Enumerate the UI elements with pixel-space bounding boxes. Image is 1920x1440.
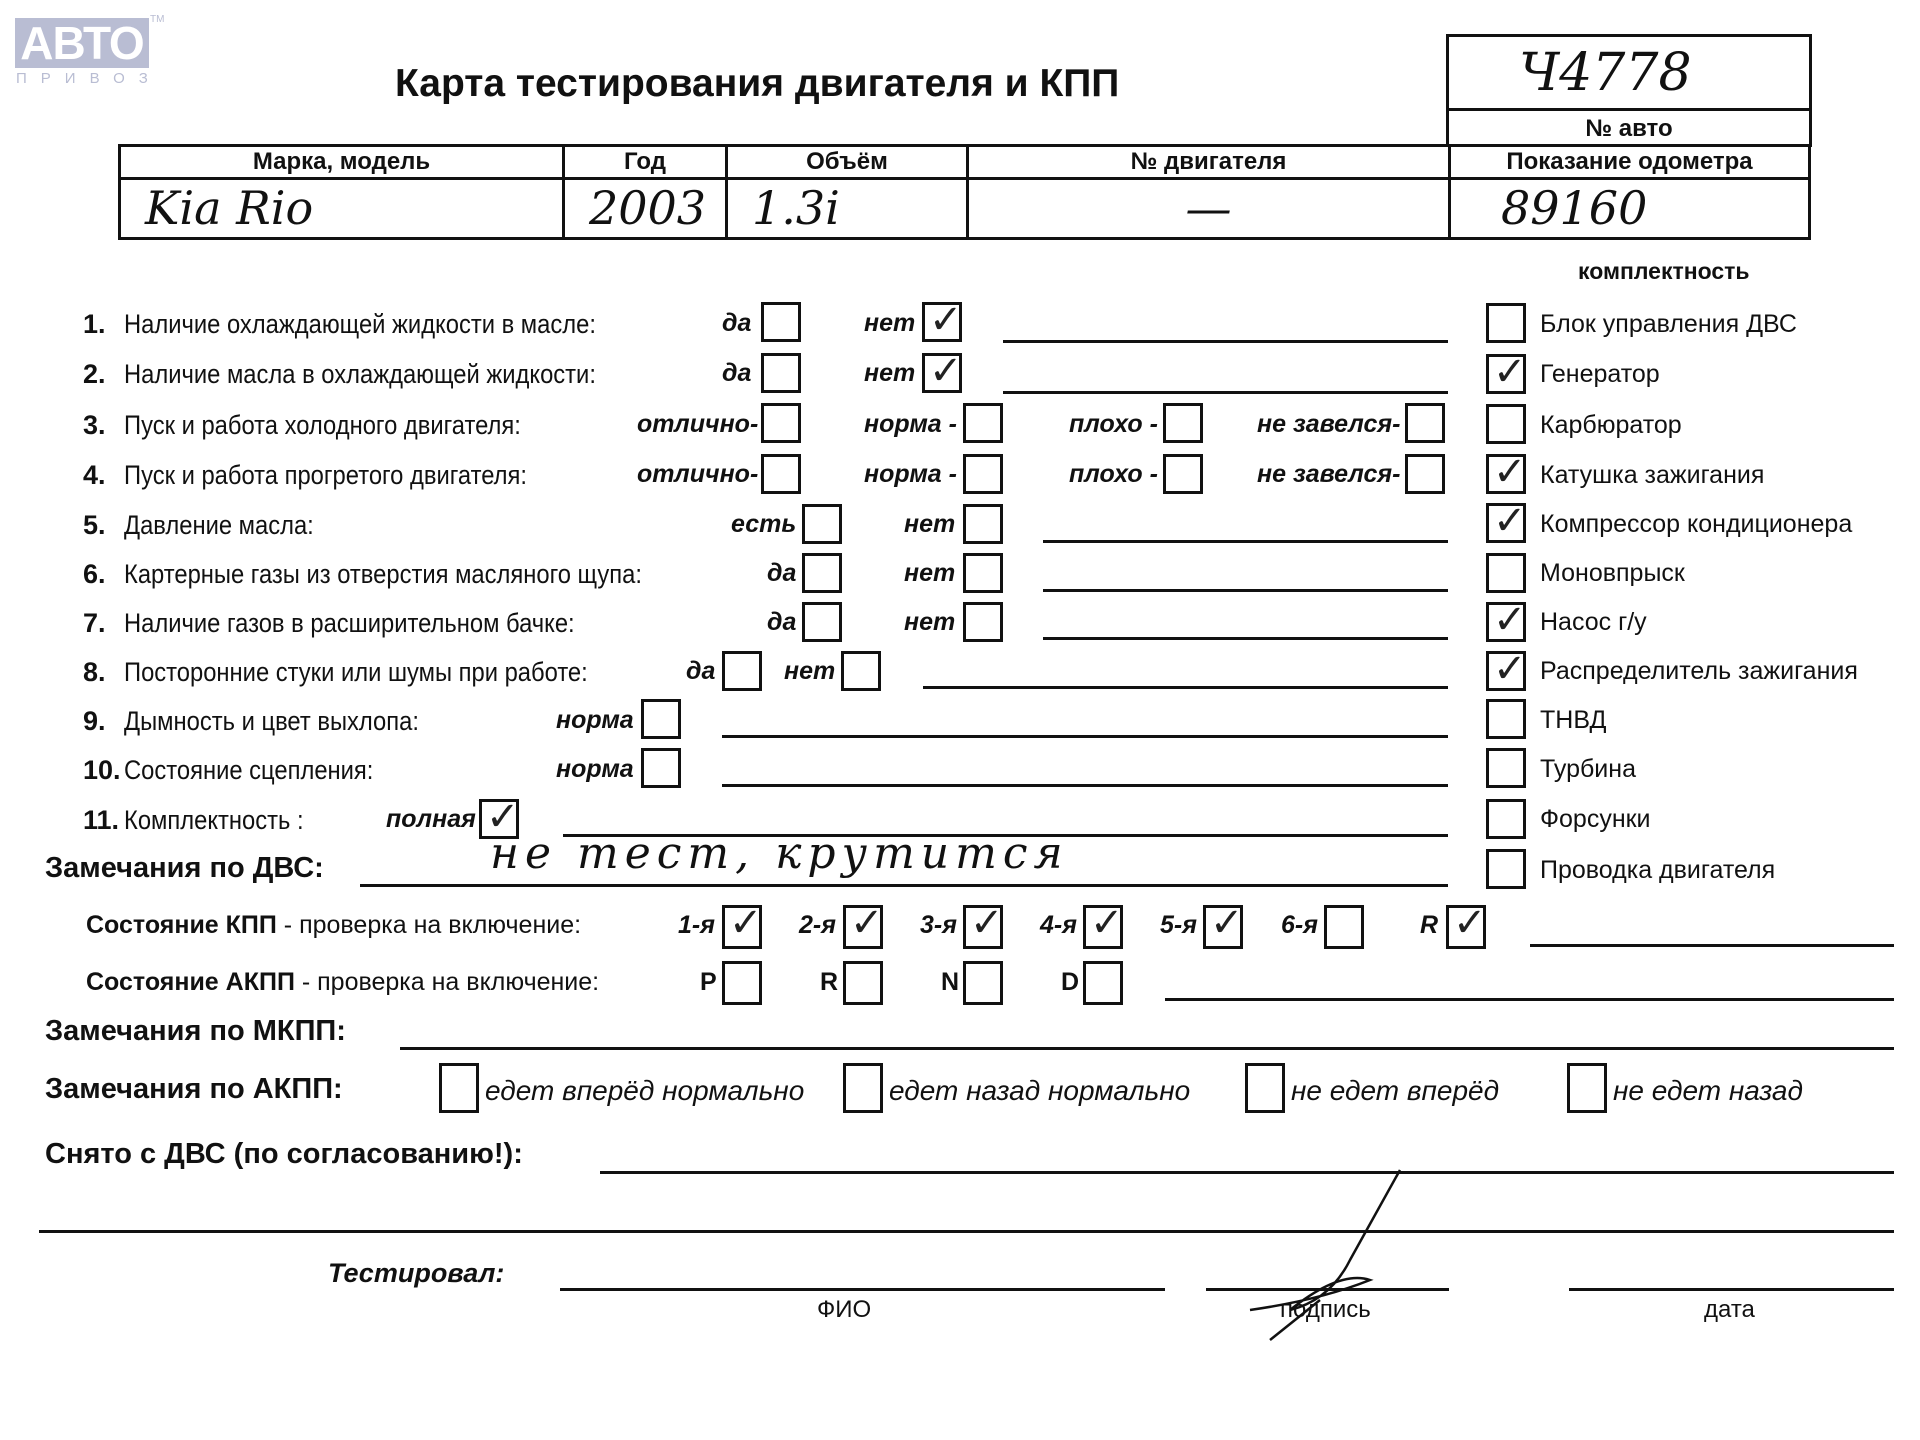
checkbox-expansion-tank-gases-no[interactable] [963, 602, 1003, 642]
option-label-no: нет [904, 510, 956, 538]
checkbox-no-reverse[interactable] [1567, 1063, 1607, 1113]
gear-label-3: 3-я [920, 911, 957, 939]
option-label-excellent: отлично- [637, 410, 759, 438]
checkbox-akpp-r[interactable] [843, 961, 883, 1005]
checkbox-cold-start-no-start[interactable] [1405, 403, 1445, 443]
page-title: Карта тестирования двигателя и КПП [395, 62, 1120, 105]
completeness-item-generator: Генератор [1540, 360, 1660, 388]
checkbox-reverse-normal[interactable] [843, 1063, 883, 1113]
checkbox-injectors[interactable] [1486, 799, 1526, 839]
auto-number-value[interactable]: Ч4778 [1519, 43, 1692, 103]
checkbox-exhaust-smoke-normal[interactable] [641, 699, 681, 739]
completeness-item-ecu: Блок управления ДВС [1540, 310, 1797, 338]
completeness-item-ignition-coil: Катушка зажигания [1540, 461, 1765, 489]
option-label-no: нет [784, 657, 836, 685]
avto-privoz-logo: АВТО [15, 18, 149, 68]
checkbox-akpp-p[interactable] [722, 961, 762, 1005]
notes-line[interactable] [1043, 540, 1448, 543]
akpp-option-no-reverse: не едет назад [1613, 1075, 1803, 1106]
akpp-gear-label-n: N [941, 968, 960, 996]
check-label-coolant-in-oil: Наличие охлаждающей жидкости в масле: [124, 309, 596, 339]
row-number: 8. [83, 657, 106, 687]
checkbox-gear-reverse[interactable] [1446, 905, 1486, 949]
kpp-label-bold: Состояние КПП [86, 911, 277, 939]
checkbox-coolant-in-oil-yes[interactable] [761, 302, 801, 342]
notes-line[interactable] [722, 735, 1448, 738]
fio-line[interactable] [560, 1288, 1165, 1291]
checkbox-ignition-coil[interactable] [1486, 454, 1526, 494]
option-label-bad: плохо - [1069, 460, 1158, 488]
completeness-item-carburetor: Карбюратор [1540, 411, 1682, 439]
signature-label: подпись [1280, 1296, 1371, 1323]
checkbox-distributor[interactable] [1486, 651, 1526, 691]
vehicle-info-table [118, 144, 1811, 240]
notes-line[interactable] [1043, 589, 1448, 592]
checkbox-oil-in-coolant-yes[interactable] [761, 353, 801, 393]
mkpp-remarks-label: Замечания по МКПП: [45, 1015, 346, 1047]
make-model-value[interactable]: Kia Rio [121, 180, 565, 237]
checkbox-clutch-normal[interactable] [641, 748, 681, 788]
checkbox-mono-injection[interactable] [1486, 553, 1526, 593]
completeness-item-turbine: Турбина [1540, 755, 1636, 783]
removed-line-2[interactable] [39, 1230, 1894, 1233]
akpp-label [86, 968, 599, 997]
akpp-gear-label-d: D [1061, 968, 1080, 996]
checkbox-cold-start-bad[interactable] [1163, 403, 1203, 443]
option-label-present: есть [731, 510, 797, 538]
completeness-item-injectors: Форсунки [1540, 805, 1651, 833]
row-number: 5. [83, 510, 106, 540]
dvs-remarks-value[interactable]: не тест, крутится [490, 828, 1069, 879]
checkbox-gear-5[interactable] [1203, 905, 1243, 949]
completeness-item-distributor: Распределитель зажигания [1540, 657, 1858, 685]
date-line[interactable] [1569, 1288, 1894, 1291]
checkbox-engine-wiring[interactable] [1486, 849, 1526, 889]
row-number: 1. [83, 309, 106, 339]
engine-number-value[interactable]: — [969, 180, 1451, 237]
checkbox-crankcase-gases-no[interactable] [963, 553, 1003, 593]
kpp-label-rest: - проверка на включение: [276, 911, 582, 939]
column-header-odometer: Показание одометра [1506, 148, 1753, 175]
option-label-normal: норма [556, 706, 634, 734]
dvs-remarks-line[interactable] [360, 884, 1448, 887]
auto-number-label: № авто [1585, 115, 1673, 142]
akpp-gear-label-r: R [820, 968, 839, 996]
akpp-remarks-label: Замечания по АКПП: [45, 1073, 343, 1105]
checkbox-warm-start-bad[interactable] [1163, 454, 1203, 494]
notes-line[interactable] [1003, 340, 1448, 343]
row-number: 9. [83, 706, 106, 736]
checkbox-warm-start-no-start[interactable] [1405, 454, 1445, 494]
akpp-label-rest: - проверка на включение: [294, 968, 600, 996]
checkbox-forward-normal[interactable] [439, 1063, 479, 1113]
option-label-no: нет [864, 309, 916, 337]
option-label-yes: да [767, 559, 797, 587]
check-label-exhaust-smoke: Дымность и цвет выхлопа: [124, 706, 419, 736]
option-label-bad: плохо - [1069, 410, 1158, 438]
option-label-normal: норма [556, 755, 634, 783]
checkbox-expansion-tank-gases-yes[interactable] [802, 602, 842, 642]
auto-number-box [1446, 34, 1812, 147]
row-number: 3. [83, 410, 106, 440]
gear-label-4: 4-я [1040, 911, 1077, 939]
checkbox-generator[interactable] [1486, 354, 1526, 394]
option-label-normal: норма - [864, 460, 957, 488]
option-label-yes: да [767, 608, 797, 636]
checkbox-oil-in-coolant-no[interactable] [922, 353, 962, 393]
date-label: дата [1704, 1296, 1755, 1323]
check-label-expansion-tank-gases: Наличие газов в расширительном бачке: [124, 608, 575, 638]
option-label-yes: да [722, 309, 752, 337]
checkbox-warm-start-excellent[interactable] [761, 454, 801, 494]
completeness-title: комплектность [1578, 258, 1750, 284]
checkbox-noises-yes[interactable] [722, 651, 762, 691]
checkbox-noises-no[interactable] [841, 651, 881, 691]
check-label-crankcase-gases: Картерные газы из отверстия масляного щупа: [124, 559, 642, 589]
gear-label-2: 2-я [799, 911, 836, 939]
checkbox-carburetor[interactable] [1486, 404, 1526, 444]
check-label-clutch: Состояние сцепления: [124, 755, 374, 785]
checkbox-gear-6[interactable] [1324, 905, 1364, 949]
completeness-item-mono-injection: Моновпрыск [1540, 559, 1685, 587]
checkbox-gear-2[interactable] [843, 905, 883, 949]
check-label-cold-start: Пуск и работа холодного двигателя: [124, 410, 521, 440]
notes-line[interactable] [923, 686, 1448, 689]
option-label-normal: норма - [864, 410, 957, 438]
checkbox-cold-start-excellent[interactable] [761, 403, 801, 443]
option-label-no: нет [864, 359, 916, 387]
gear-label-5: 5-я [1160, 911, 1197, 939]
akpp-gear-label-p: P [700, 968, 717, 996]
row-number: 2. [83, 359, 106, 389]
logo-subtitle: ПРИВОЗ [16, 70, 162, 87]
checkbox-cold-start-normal[interactable] [963, 403, 1003, 443]
option-label-yes: да [686, 657, 716, 685]
check-label-oil-pressure: Давление масла: [124, 510, 314, 540]
row-number: 7. [83, 608, 106, 638]
row-number: 10. [83, 755, 121, 785]
gear-label-1: 1-я [678, 911, 715, 939]
notes-line[interactable] [1043, 637, 1448, 640]
option-label-no-start: не завелся- [1257, 410, 1401, 438]
check-label-warm-start: Пуск и работа прогретого двигателя: [124, 460, 527, 490]
column-header-engine-number: № двигателя [969, 147, 1451, 177]
notes-line[interactable] [722, 784, 1448, 787]
checkbox-oil-pressure-present[interactable] [802, 504, 842, 544]
checkbox-gear-1[interactable] [722, 905, 762, 949]
option-label-no-start: не завелся- [1257, 460, 1401, 488]
gear-label-reverse: R [1420, 911, 1439, 939]
option-label-yes: да [722, 359, 752, 387]
checkbox-oil-pressure-no[interactable] [963, 504, 1003, 544]
row-number: 4. [83, 460, 106, 490]
column-header-volume: Объём [728, 147, 969, 177]
checkbox-injection-pump[interactable] [1486, 699, 1526, 739]
option-label-full: полная [386, 805, 476, 833]
volume-value[interactable]: 1.3i [728, 180, 969, 237]
checkbox-power-steering-pump[interactable] [1486, 602, 1526, 642]
akpp-label-bold: Состояние АКПП [86, 968, 295, 996]
check-label-oil-in-coolant: Наличие масла в охлаждающей жидкости: [124, 359, 596, 389]
fio-label: ФИО [817, 1296, 872, 1323]
akpp-option-reverse-normal: едет назад нормально [889, 1075, 1191, 1106]
gear-label-6: 6-я [1281, 911, 1318, 939]
akpp-option-forward-normal: едет вперёд нормально [485, 1075, 805, 1106]
check-label-completeness: Комплектность : [124, 805, 304, 835]
akpp-notes-line[interactable] [1165, 998, 1894, 1001]
removed-label: Снято с ДВС (по согласованию!): [45, 1138, 523, 1170]
column-header-make-model: Марка, модель [121, 147, 565, 177]
checkbox-ac-compressor[interactable] [1486, 503, 1526, 543]
completeness-item-power-steering-pump: Насос г/у [1540, 608, 1647, 636]
option-label-no: нет [904, 559, 956, 587]
completeness-item-ac-compressor: Компрессор кондиционера [1540, 510, 1853, 538]
trademark-mark: TM [150, 14, 165, 25]
tested-label: Тестировал: [328, 1258, 505, 1288]
checkbox-akpp-n[interactable] [963, 961, 1003, 1005]
checkbox-crankcase-gases-yes[interactable] [802, 553, 842, 593]
kpp-notes-line[interactable] [1530, 944, 1894, 947]
row-number: 6. [83, 559, 106, 589]
odometer-value[interactable]: 89160 [1501, 181, 1648, 235]
checkbox-no-forward[interactable] [1245, 1063, 1285, 1113]
option-label-excellent: отлично- [637, 460, 759, 488]
completeness-item-engine-wiring: Проводка двигателя [1540, 856, 1776, 884]
completeness-item-injection-pump: ТНВД [1540, 706, 1607, 734]
notes-line[interactable] [1003, 391, 1448, 394]
option-label-no: нет [904, 608, 956, 636]
checkbox-gear-4[interactable] [1083, 905, 1123, 949]
checkbox-turbine[interactable] [1486, 748, 1526, 788]
akpp-option-no-forward: не едет вперёд [1291, 1075, 1500, 1106]
checkbox-warm-start-normal[interactable] [963, 454, 1003, 494]
year-value[interactable]: 2003 [565, 180, 728, 237]
checkbox-akpp-d[interactable] [1083, 961, 1123, 1005]
checkbox-coolant-in-oil-no[interactable] [922, 302, 962, 342]
mkpp-remarks-line[interactable] [400, 1047, 1894, 1050]
row-number: 11. [83, 805, 120, 835]
checkbox-gear-3[interactable] [963, 905, 1003, 949]
check-label-noises: Посторонние стуки или шумы при работе: [124, 657, 588, 687]
signature-scribble-icon [1230, 1150, 1430, 1350]
checkbox-ecu[interactable] [1486, 303, 1526, 343]
column-header-year: Год [565, 147, 728, 177]
dvs-remarks-label: Замечания по ДВС: [45, 852, 324, 884]
kpp-label [86, 911, 581, 940]
